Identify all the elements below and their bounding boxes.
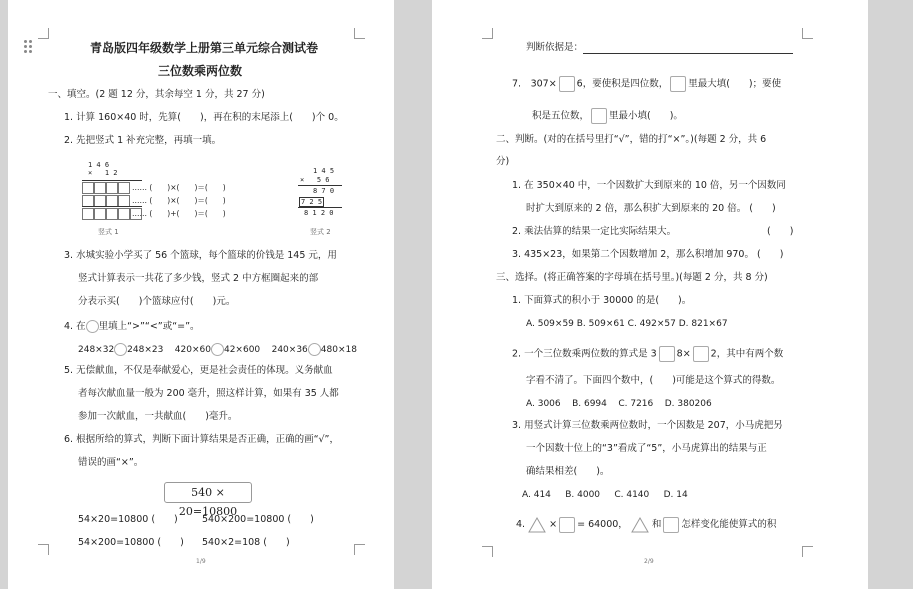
choice-1-options: A. 509×59 B. 509×61 C. 492×57 D. 821×67 — [526, 319, 728, 329]
crop-mark — [482, 546, 493, 557]
q7-text: 7. 307× — [512, 78, 557, 90]
answer-underline[interactable] — [583, 43, 793, 54]
q7-text: 里最大填( )；要使 — [688, 78, 782, 90]
answer-box[interactable] — [82, 208, 94, 220]
choice-4-line — [516, 516, 776, 534]
comparison-circle[interactable] — [114, 343, 127, 356]
q7-text: 积是五位数， — [532, 110, 590, 122]
page-number: 1/9 — [196, 558, 206, 565]
option: A. 3006 — [526, 399, 561, 409]
choice-3-line: 一个因数十位上的“3”看成了“5”，小马虎算出的结果与正 — [526, 443, 767, 454]
answer-box[interactable] — [118, 208, 130, 220]
crop-mark — [354, 28, 365, 39]
basis-line — [526, 42, 793, 54]
section-heading: 二、判断。(对的在括号里打“√”，错的打“×”。)(每题 2 分，共 6 — [496, 134, 767, 145]
choice-3-line: 确结果相差( )。 — [526, 466, 610, 477]
square-icon[interactable] — [559, 517, 575, 533]
option: D. 14 — [663, 490, 688, 500]
drag-handle-icon[interactable] — [24, 40, 34, 56]
c2-text: 2. 一个三位数乘两位数的算式是 3 — [512, 348, 657, 360]
question-6-line: 错误的画“×”。 — [78, 457, 144, 468]
section-heading: 一、填空。(2 题 12 分，其余每空 1 分，共 27 分) — [48, 89, 265, 100]
square-icon[interactable] — [663, 517, 679, 533]
question-5-line: 参加一次献血，一共献血( )毫升。 — [78, 411, 238, 422]
crop-mark — [482, 28, 493, 39]
answer-box[interactable] — [106, 182, 118, 194]
page-number: 2/9 — [644, 558, 654, 565]
option: B. 4000 — [565, 490, 601, 500]
answer-box[interactable] — [659, 346, 675, 362]
caption-calc-1: 竖式 1 — [98, 228, 119, 236]
vertical-calc-2-line: 1 4 5 — [313, 167, 335, 175]
caption-calc-2: 竖式 2 — [310, 228, 331, 236]
q7-text: 里最小填( )。 — [609, 110, 683, 122]
judge-2: 2. 乘法估算的结果一定比实际结果大。 — [512, 226, 677, 237]
option: C. 4140 — [614, 490, 650, 500]
page-title: 青岛版四年级数学上册第三单元综合测试卷 — [90, 41, 319, 55]
question-5-line: 者每次献血量一般为 200 毫升，照这样计算，如果有 35 人都 — [78, 388, 339, 399]
judge-1-line: 1. 在 350×40 中，一个因数扩大到原来的 10 倍，另一个因数同 — [512, 180, 786, 191]
judge-3: 3. 435×23，如果第二个因数增加 2，那么积增加 970。 ( ) — [512, 249, 784, 260]
fill-line-3: …… ( )+( )＝( ) — [132, 209, 226, 218]
question-7-line-2 — [532, 108, 683, 125]
q4-comparisons — [78, 343, 357, 356]
calc-line — [298, 185, 342, 186]
answer-box[interactable] — [591, 108, 607, 124]
c4-text: 怎样变化能使算式的积 — [681, 519, 777, 530]
comparison-expr: 248×23 — [127, 345, 164, 355]
judge-item: 540×2=108 ( ) — [202, 537, 290, 548]
fill-line-1: …… ( )×( )＝( ) — [132, 183, 226, 192]
c4-text: = 64000， — [577, 519, 628, 530]
question-3-line: 3. 水城实验小学买了 56 个篮球，每个篮球的价钱是 145 元，用 — [64, 250, 337, 261]
choice-1: 1. 下面算式的积小于 30000 的是( )。 — [512, 295, 692, 306]
option: B. 6994 — [572, 399, 607, 409]
choice-3-options — [522, 489, 688, 501]
choice-2-line-1 — [512, 346, 783, 363]
crop-mark — [354, 544, 365, 555]
calc-line — [298, 207, 342, 208]
judge-item: 540×200=10800 ( ) — [202, 514, 314, 525]
fill-line-2: …… ( )×( )＝( ) — [132, 196, 226, 205]
question-3-line: 竖式计算表示一共花了多少钱，竖式 2 中方框圈起来的部 — [78, 273, 319, 284]
choice-2-options — [526, 398, 712, 410]
judge-1-line: 时扩大到原来的 2 倍，那么积扩大到原来的 20 倍。 ( ) — [526, 203, 776, 214]
document-page-2 — [432, 0, 868, 589]
choice-2-line-2: 字看不清了。下面四个数中，( )可能是这个算式的得数。 — [526, 375, 781, 386]
comparison-expr: 42×600 — [223, 345, 261, 355]
basis-label: 判断依据是： — [526, 42, 584, 53]
option: A. 414 — [522, 490, 551, 500]
section-heading-cont: 分) — [496, 156, 510, 167]
vertical-calc-1-header: 1 4 6 × 1 2 — [88, 161, 118, 177]
question-2: 2. 先把竖式 1 补充完整，再填一填。 — [64, 135, 222, 146]
crop-mark — [38, 544, 49, 555]
vertical-calc-2-line: × 5 6 — [300, 176, 330, 184]
vertical-calc-2-line: 8 7 0 — [313, 187, 335, 195]
question-6-line: 6. 根据所给的算式，判断下面计算结果是否正确，正确的画“√”， — [64, 434, 339, 445]
crop-mark — [802, 546, 813, 557]
choice-3-line: 3. 用竖式计算三位数乘两位数时，一个因数是 207，小马虎把另 — [512, 420, 783, 431]
triangle-icon[interactable] — [631, 517, 649, 533]
option: D. 380206 — [664, 399, 712, 409]
q7-text: 6，要使积是四位数， — [576, 78, 669, 90]
answer-box[interactable] — [118, 182, 130, 194]
c4-text: 和 — [651, 519, 662, 530]
question-5-line: 5. 无偿献血，不仅是奉献爱心，更是社会责任的体现。义务献血 — [64, 365, 333, 376]
c4-text: 4. — [516, 519, 526, 530]
document-page-1 — [8, 0, 394, 589]
calc-line — [82, 180, 142, 181]
comparison-expr: 420×60 — [174, 345, 211, 355]
answer-box[interactable] — [106, 208, 118, 220]
option: C. 7216 — [618, 399, 654, 409]
triangle-icon[interactable] — [528, 517, 546, 533]
comparison-circle[interactable] — [308, 343, 321, 356]
judge-item: 54×200=10800 ( ) — [78, 537, 184, 548]
c4-text: × — [549, 519, 558, 530]
answer-box[interactable] — [94, 208, 106, 220]
vertical-calc-2-line: 8 1 2 0 — [304, 209, 334, 217]
comparison-circle[interactable] — [211, 343, 224, 356]
vertical-calc-2-boxed: 7 2 5 — [301, 198, 323, 206]
answer-box[interactable] — [693, 346, 709, 362]
c2-text: 2，其中有两个数 — [710, 348, 784, 360]
comparison-circle[interactable] — [86, 320, 99, 333]
question-7-line-1 — [512, 76, 781, 93]
section-heading: 三、选择。(将正确答案的字母填在括号里。)(每题 2 分，共 8 分) — [496, 272, 768, 283]
comparison-expr: 240×36 — [271, 345, 308, 355]
judge-2-paren: ( ) — [767, 226, 794, 237]
question-3-line: 分表示买( )个篮球应付( )元。 — [78, 296, 236, 307]
crop-mark — [38, 28, 49, 39]
given-formula: 540 × 20=10800 — [164, 482, 252, 503]
comparison-expr: 248×32 — [78, 345, 115, 355]
answer-box[interactable] — [670, 76, 686, 92]
question-1: 1. 计算 160×40 时，先算( )，再在积的末尾添上( )个 0。 — [64, 112, 344, 123]
comparison-expr: 480×18 — [320, 345, 357, 355]
answer-box[interactable] — [94, 182, 106, 194]
question-4 — [64, 320, 200, 333]
q4-text: 里填上“>”“<”或“=”。 — [98, 321, 200, 332]
c2-text: 8× — [676, 348, 691, 360]
answer-box[interactable] — [82, 182, 94, 194]
crop-mark — [802, 28, 813, 39]
q4-text: 4. 在 — [64, 321, 86, 332]
page-subtitle: 三位数乘两位数 — [158, 64, 243, 78]
judge-item: 54×20=10800 ( ) — [78, 514, 178, 525]
answer-box[interactable] — [559, 76, 575, 92]
